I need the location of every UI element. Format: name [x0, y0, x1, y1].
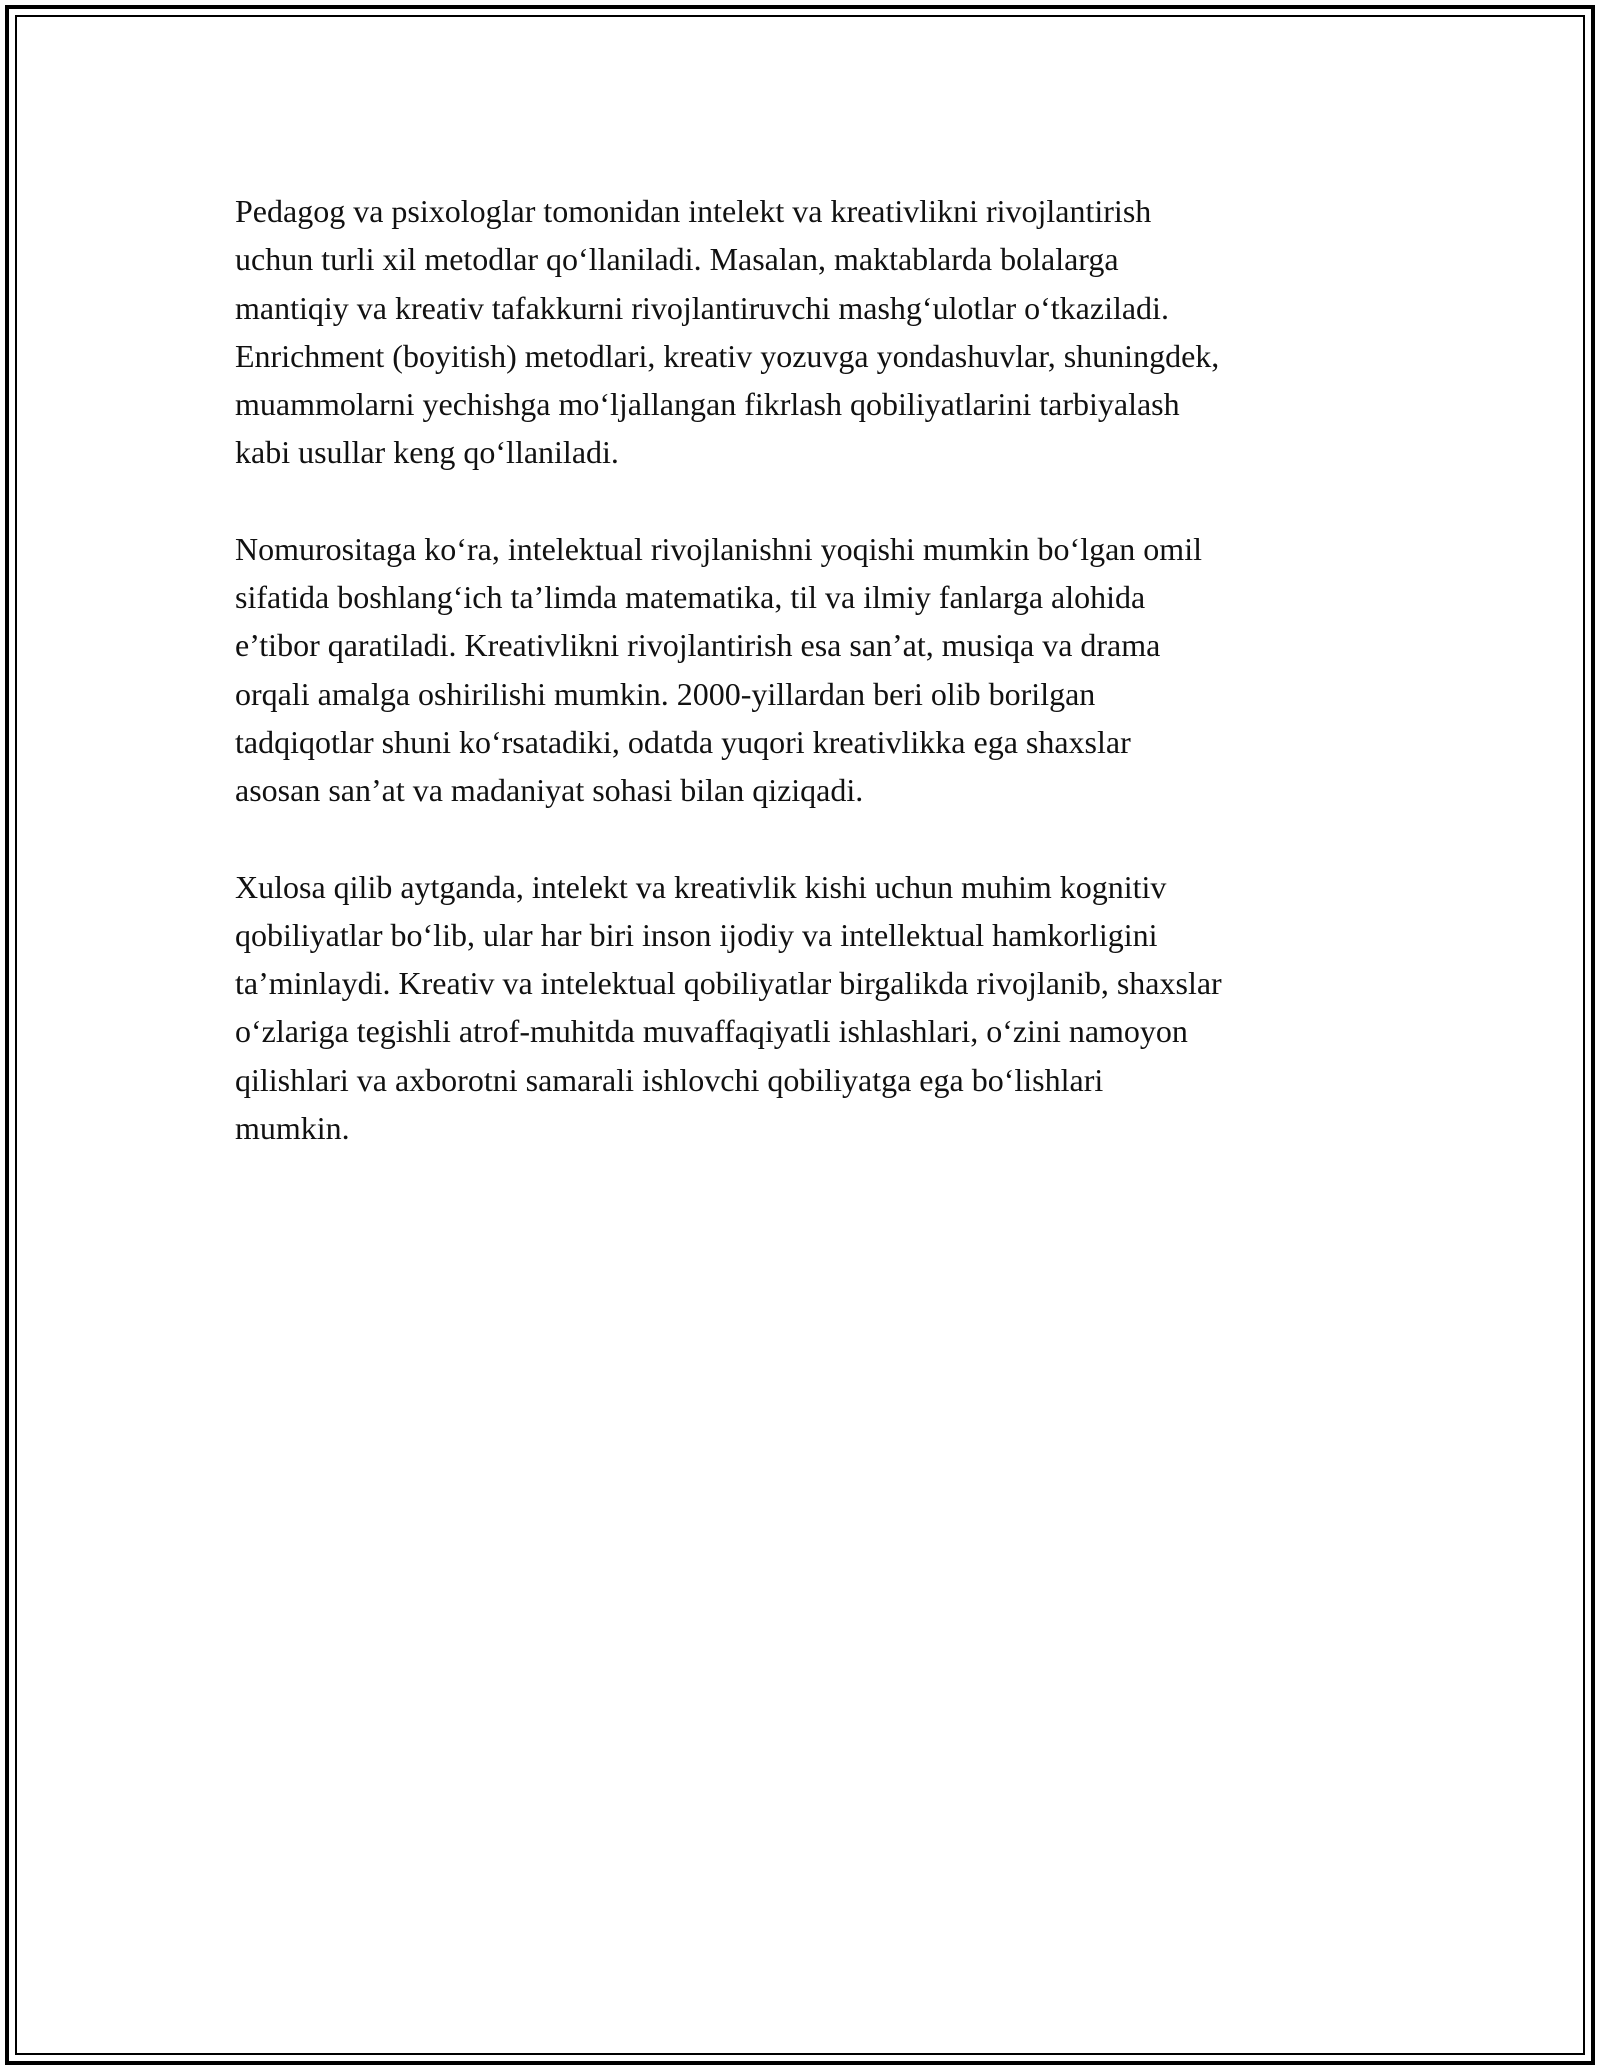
text-line: orqali amalga oshirilishi mumkin. 2000-yillardan beri olib borilgan: [235, 675, 1096, 712]
text-line: o‘zlariga tegishli atrof-muhitda muvaffaqiyatli ishlashlari, o‘zini namoyon: [235, 1013, 1188, 1050]
text-line: e’tibor qaratiladi. Kreativlikni rivojlantirish esa san’at, musiqa va drama: [235, 627, 1161, 664]
text-line: Enrichment (boyitish) metodlari, kreativ yozuvga yondashuvlar, shuningdek,: [235, 337, 1220, 374]
text-line: uchun turli xil metodlar qo‘llaniladi. Masalan, maktablarda bolalarga: [235, 241, 1119, 278]
text-line: asosan san’at va madaniyat sohasi bilan qiziqadi.: [235, 772, 864, 809]
paragraph-1: [235, 187, 1380, 477]
paragraph-3: [235, 863, 1380, 1153]
text-line: ta’minlaydi. Kreativ va intelektual qobiliyatlar birgalikda rivojlanib, shaxslar: [235, 965, 1222, 1002]
text-line: mantiqiy va kreativ tafakkurni rivojlantiruvchi mashg‘ulotlar o‘tkaziladi.: [235, 289, 1169, 326]
text-line: kabi usullar keng qo‘llaniladi.: [235, 434, 619, 471]
text-line: mumkin.: [235, 1110, 350, 1147]
text-line: qobiliyatlar bo‘lib, ular har biri inson ijodiy va intellektual hamkorligini: [235, 916, 1158, 953]
text-line: muammolarni yechishga mo‘ljallangan fikrlash qobiliyatlarini tarbiyalash: [235, 386, 1180, 423]
text-line: qilishlari va axborotni samarali ishlovchi qobiliyatga ega bo‘lishlari: [235, 1061, 1104, 1098]
text-line: tadqiqotlar shuni ko‘rsatadiki, odatda yuqori kreativlikka ega shaxslar: [235, 723, 1131, 760]
text-line: Xulosa qilib aytganda, intelekt va kreativlik kishi uchun muhim kognitiv: [235, 868, 1167, 905]
paragraph-2: [235, 525, 1380, 815]
text-line: Pedagog va psixologlar tomonidan intelekt va kreativlikni rivojlantirish: [235, 193, 1152, 229]
text-line: sifatida boshlang‘ich ta’limda matematika, til va ilmiy fanlarga alohida: [235, 579, 1146, 616]
text-line: Nomurositaga ko‘ra, intelektual rivojlanishni yoqishi mumkin bo‘lgan omil: [235, 530, 1202, 567]
document-body: [235, 187, 1380, 1200]
